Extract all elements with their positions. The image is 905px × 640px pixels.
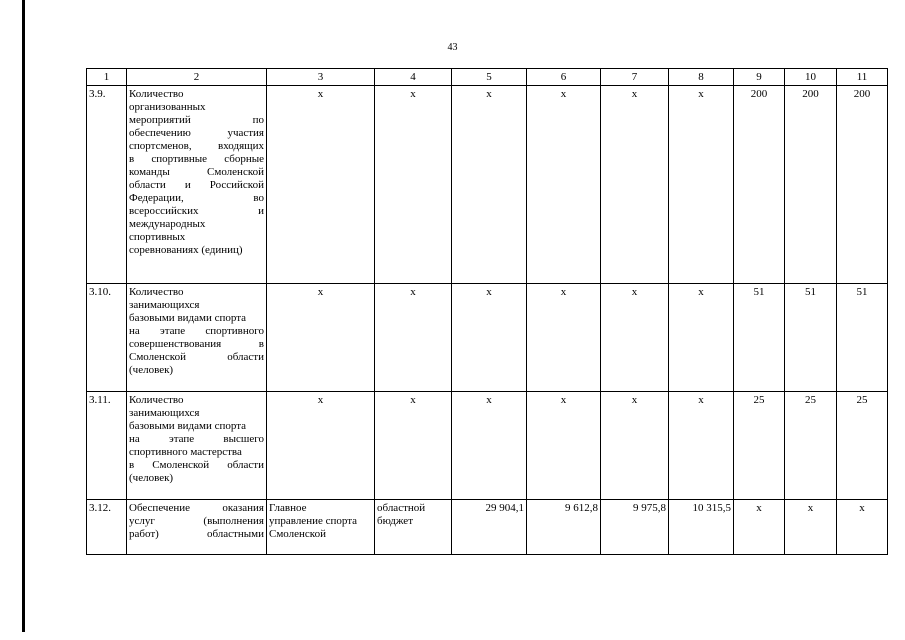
word: спортсменов,	[129, 140, 192, 152]
text-line	[129, 179, 264, 192]
text-line	[129, 502, 264, 515]
text-line: Количество	[129, 394, 184, 406]
table-header-row	[87, 69, 888, 86]
row-number: 3.11.	[87, 392, 127, 500]
word: Смоленской	[207, 166, 264, 178]
word: совершенствования	[129, 338, 222, 350]
indicator-description	[127, 86, 267, 284]
cell-value: х	[375, 392, 452, 500]
text-line	[129, 205, 264, 218]
word: работ)	[129, 528, 159, 540]
word: входящих	[218, 140, 264, 152]
text-line	[129, 140, 264, 153]
text-line	[129, 528, 264, 541]
word: услуг	[129, 515, 155, 527]
text-line: Смоленской	[269, 528, 326, 540]
word: этапе	[159, 325, 186, 337]
word: и	[258, 205, 264, 217]
cell-value: х	[601, 86, 669, 284]
text-line: занимающихся	[129, 407, 200, 419]
text-line	[129, 153, 264, 166]
cell-value: 9 975,8	[601, 500, 669, 555]
text-line	[129, 325, 264, 338]
responsible-executor	[267, 500, 375, 555]
word: области	[227, 459, 264, 471]
funding-source	[375, 500, 452, 555]
word: высшего	[223, 433, 264, 445]
word: мероприятий	[129, 114, 191, 126]
text-line	[129, 127, 264, 140]
text-line	[129, 114, 264, 127]
text-line: бюджет	[377, 515, 413, 527]
word: областными	[206, 528, 264, 540]
cell-value: х	[669, 392, 734, 500]
text-line: Количество	[129, 88, 184, 100]
cell-value: 51	[734, 284, 785, 392]
column-header: 5	[452, 69, 527, 86]
cell-value: 51	[837, 284, 888, 392]
cell-value: х	[267, 392, 375, 500]
word: во	[253, 192, 264, 204]
word: участия	[227, 127, 264, 139]
text-line	[129, 338, 264, 351]
text-line: базовыми видами спорта	[129, 420, 247, 432]
cell-value: 200	[785, 86, 837, 284]
word: на	[129, 325, 140, 337]
cell-value: х	[452, 86, 527, 284]
cell-value: х	[785, 500, 837, 555]
text-line: базовыми видами спорта	[129, 312, 247, 324]
text-line	[129, 515, 264, 528]
text-line: организованных	[129, 101, 206, 113]
cell-value: 200	[734, 86, 785, 284]
column-header: 7	[601, 69, 669, 86]
cell-value: х	[527, 392, 601, 500]
word: в	[129, 153, 135, 165]
text-line	[129, 459, 264, 472]
column-header: 9	[734, 69, 785, 86]
text-line: международных	[129, 218, 206, 230]
text-line: (человек)	[129, 472, 174, 484]
column-header: 6	[527, 69, 601, 86]
text-line: Количество	[129, 286, 184, 298]
text-line: спортивного мастерства	[129, 446, 242, 458]
page-number: 43	[447, 42, 458, 53]
cell-value: х	[669, 86, 734, 284]
word: спортивные	[151, 153, 208, 165]
cell-value: х	[601, 284, 669, 392]
text-line: Главное	[269, 502, 307, 514]
cell-value: 25	[734, 392, 785, 500]
table-row	[87, 500, 888, 555]
table-row	[87, 392, 888, 500]
cell-value: х	[527, 86, 601, 284]
word: Обеспечение	[129, 502, 190, 514]
word: в	[258, 338, 264, 350]
text-line: управление спорта	[269, 515, 358, 527]
indicator-description	[127, 500, 267, 555]
cell-value: 10 315,5	[669, 500, 734, 555]
column-header: 3	[267, 69, 375, 86]
word: области	[129, 179, 166, 191]
word: оказания	[222, 502, 264, 514]
indicator-description	[127, 284, 267, 392]
row-number: 3.9.	[87, 86, 127, 284]
cell-value: 9 612,8	[527, 500, 601, 555]
row-number: 3.10.	[87, 284, 127, 392]
binding-margin-line	[22, 0, 25, 632]
word: (выполнения	[203, 515, 264, 527]
text-line	[129, 192, 264, 205]
table-row	[87, 86, 888, 284]
column-header: 4	[375, 69, 452, 86]
word: Смоленской	[152, 459, 210, 471]
word: и	[184, 179, 191, 191]
cell-value: х	[375, 86, 452, 284]
column-header: 1	[87, 69, 127, 86]
cell-value: 51	[785, 284, 837, 392]
cell-value: х	[669, 284, 734, 392]
word: спортивного	[205, 325, 264, 337]
cell-value: 29 904,1	[452, 500, 527, 555]
cell-value: 25	[837, 392, 888, 500]
text-line: соревнованиях (единиц)	[129, 244, 243, 256]
text-line: занимающихся	[129, 299, 200, 311]
cell-value: х	[837, 500, 888, 555]
cell-value: х	[527, 284, 601, 392]
text-line	[129, 433, 264, 446]
word: Российской	[209, 179, 264, 191]
text-line: спортивных	[129, 231, 186, 243]
column-header: 11	[837, 69, 888, 86]
text-line	[129, 166, 264, 179]
indicator-description	[127, 392, 267, 500]
cell-value: х	[267, 284, 375, 392]
word: области	[227, 351, 264, 363]
word: в	[129, 459, 135, 471]
text-line: областной	[377, 502, 426, 514]
cell-value: х	[375, 284, 452, 392]
word: всероссийских	[129, 205, 199, 217]
table-row	[87, 284, 888, 392]
cell-value: х	[734, 500, 785, 555]
word: этапе	[169, 433, 195, 445]
cell-value: х	[267, 86, 375, 284]
text-line: (человек)	[129, 364, 174, 376]
word: по	[252, 114, 264, 126]
row-number: 3.12.	[87, 500, 127, 555]
word: команды	[129, 166, 170, 178]
cell-value: х	[452, 284, 527, 392]
word: Смоленской	[129, 351, 186, 363]
cell-value: 200	[837, 86, 888, 284]
word: Федерации,	[129, 192, 184, 204]
column-header: 10	[785, 69, 837, 86]
column-header: 8	[669, 69, 734, 86]
word: сборные	[224, 153, 264, 165]
cell-value: х	[601, 392, 669, 500]
column-header: 2	[127, 69, 267, 86]
data-table	[86, 68, 888, 555]
cell-value: х	[452, 392, 527, 500]
word: обеспечению	[129, 127, 191, 139]
text-line	[129, 351, 264, 364]
cell-value: 25	[785, 392, 837, 500]
word: на	[129, 433, 140, 445]
